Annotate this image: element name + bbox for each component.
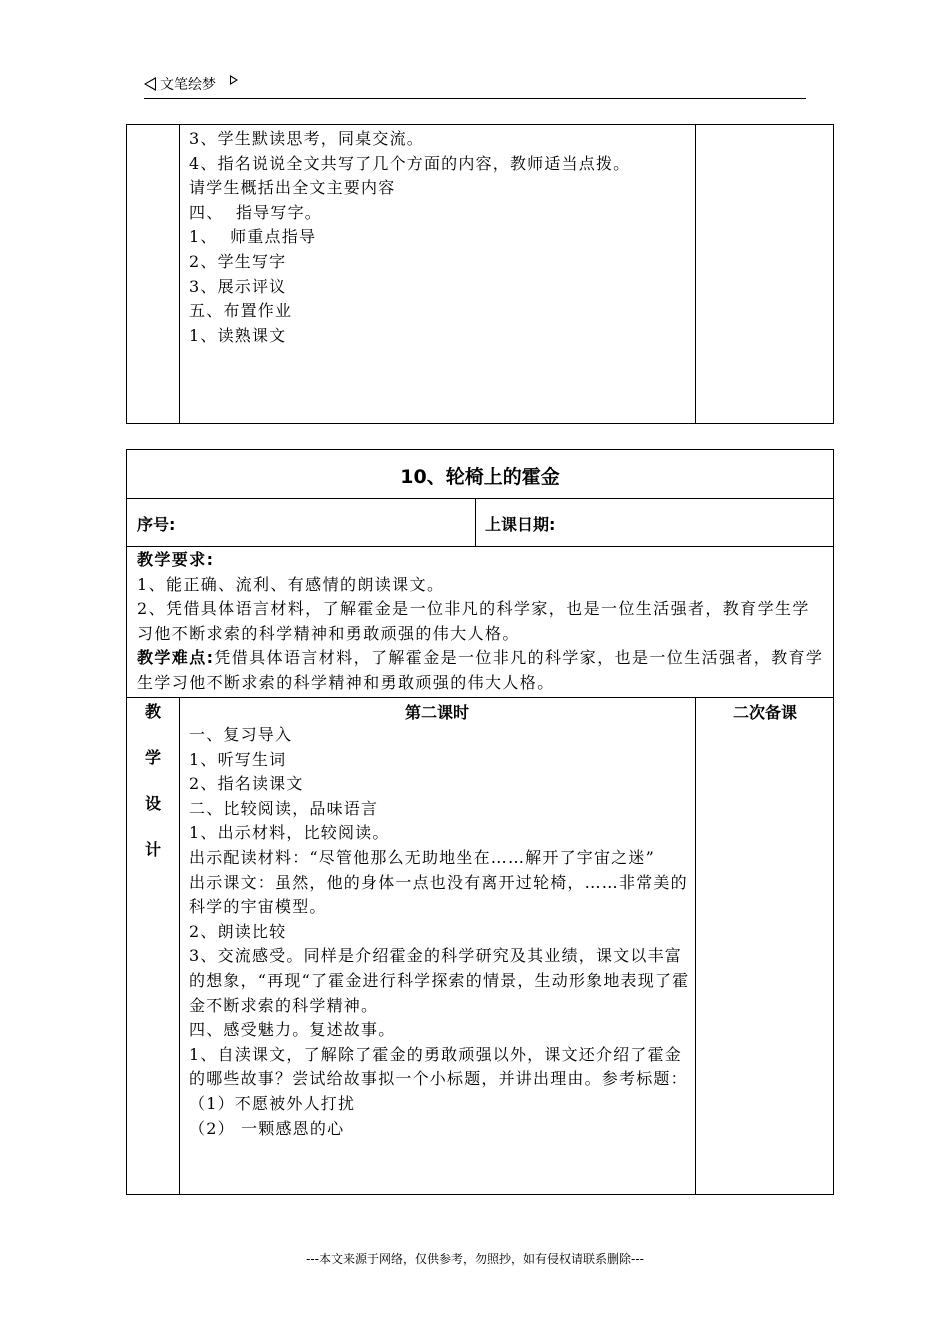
date-label: 上课日期:	[485, 515, 556, 534]
text-line: 3、展示评议	[189, 276, 287, 296]
prep-heading: 二次备课	[732, 703, 797, 722]
text-line: 请学生概括出全文主要内容	[189, 178, 396, 198]
text-line: （1）不愿被外人打扰	[189, 1093, 356, 1113]
lesson-heading: 第二课时	[404, 703, 469, 722]
serial-label: 序号:	[137, 515, 176, 534]
text-line: 1、听写生词	[189, 749, 287, 769]
text-line: 2、朗读比较	[189, 921, 287, 941]
text-line: 四、感受魅力。复述故事。	[189, 1020, 396, 1040]
text-line: 1、 师重点指导	[189, 227, 317, 247]
text-line: 四、 指导写字。	[189, 202, 322, 222]
left-triangle-icon	[144, 77, 156, 91]
footer-disclaimer: ---本文来源于网络，仅供参考，勿照抄，如有侵权请联系删除---	[306, 1252, 644, 1266]
difficulty-label: 教学难点:	[137, 648, 215, 668]
text-line: 1、出示材料，比较阅读。	[189, 823, 390, 843]
requirements-label: 教学要求:	[137, 550, 215, 569]
text-line: 出示配读材料：“尽管他那么无助地坐在……解开了宇宙之迷”	[189, 847, 655, 867]
row-divider	[127, 546, 833, 547]
row-divider	[127, 697, 833, 698]
text-line: （2） 一颗感恩的心	[189, 1118, 345, 1138]
difficulty-text: 凭借具体语言材料，了解霍金是一位非凡的科学家，也是一位生活强者，教育学生学习他不断求索的科学精神和勇敢顽强的伟大人格。	[137, 648, 824, 692]
text-line: 二、比较阅读，品味语言	[189, 798, 379, 818]
text-line: 2、学生写字	[189, 251, 287, 271]
brand	[144, 74, 238, 94]
text-line: 3、交流感受。同样是介绍霍金的科学研究及其业绩，课文以丰富的想象，“再现“了霍金进行科学探索的情景，生动形象地表现了霍金不断求索的科学精神。	[189, 946, 690, 1015]
row-divider	[127, 498, 833, 499]
text-line: 2、指名读课文	[189, 774, 304, 794]
page-header	[144, 72, 806, 99]
column-divider	[179, 697, 180, 1194]
text-line: 出示课文：虽然，他的身体一点也没有离开过轮椅，……非常美的科学的宇宙模型。	[189, 872, 688, 917]
lesson-steps	[189, 127, 689, 348]
teaching-requirements	[137, 548, 827, 696]
text-line: 1、自渎课文，了解除了霍金的勇敢顽强以外，课文还介绍了霍金的哪些故事？尝试给故事拟一个小标题，并讲出理由。参考标题：	[189, 1044, 688, 1089]
teaching-design-label	[127, 700, 179, 884]
text-line: 3、学生默读思考，同桌交流。	[189, 129, 424, 148]
design-char: 计	[144, 840, 161, 859]
lesson-plan-table	[126, 449, 834, 1195]
column-divider	[695, 125, 696, 423]
design-char: 学	[144, 748, 161, 767]
brand-text: 文笔绘梦	[160, 77, 216, 93]
column-divider	[475, 498, 476, 546]
difficulty-paragraph	[137, 646, 827, 695]
design-char: 教	[144, 702, 161, 721]
lesson-table-continued	[126, 124, 834, 424]
design-char: 设	[144, 794, 161, 813]
text-line: 4、指名说说全文共写了几个方面的内容，教师适当点拨。	[189, 153, 631, 173]
right-triangle-icon	[230, 75, 238, 85]
column-divider	[179, 125, 180, 423]
lesson-title: 10、轮椅上的霍金	[400, 466, 560, 488]
requirement-item: 1、能正确、流利、有感情的朗读课文。	[137, 574, 445, 594]
text-line: 五、布置作业	[189, 301, 293, 321]
text-line: 1、读熟课文	[189, 325, 287, 345]
text-line: 一、复习导入	[189, 725, 293, 744]
lesson-body	[189, 723, 691, 1141]
column-divider	[695, 697, 696, 1194]
requirement-item: 2、凭借具体语言材料，了解霍金是一位非凡的科学家，也是一位生活强者，教育学生学习他不断求索的科学精神和勇敢顽强的伟大人格。	[137, 599, 810, 643]
